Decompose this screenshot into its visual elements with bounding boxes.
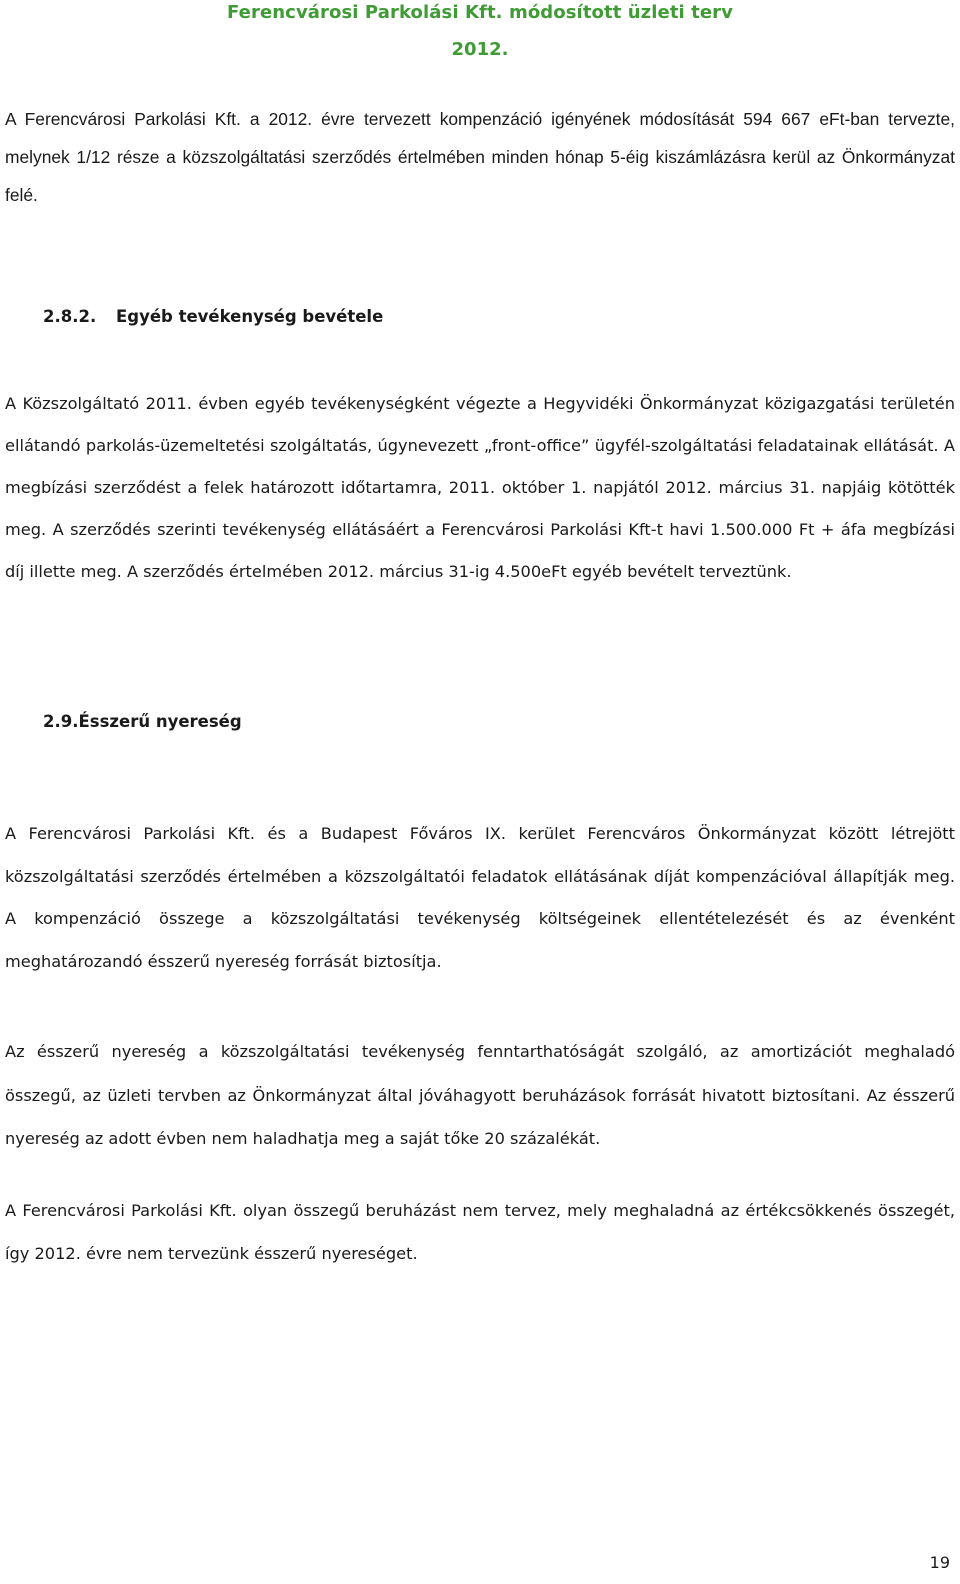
section-title: Ésszerű nyereség (78, 712, 242, 731)
paragraph-other-activity: A Közszolgáltató 2011. évben egyéb tevékenységként végezte a Hegyvidéki Önkormányzat közigazgatási területén ellátandó parkolás-üzemeltetési szolgáltatás, úgynevezett „front-office” ügyfél-szolgáltatási feladatainak ellátását. A megbízási szerződést a felek határozott időtartamra, 2011. október 1. napjától 2012. március 31. napjáig kötötték meg. A szerződés szerinti tevékenység ellátásáért a Ferencvárosi Parkolási Kft-t havi 1.500.000 Ft + áfa megbízási díj illette meg. A szerződés értelmében 2012. március 31-ig 4.500eFt egyéb bevételt terveztünk. (5, 394, 955, 581)
section-number: 2.8.2. (43, 307, 97, 326)
header-year: 2012. (451, 39, 509, 60)
section-heading-2-9 (43, 712, 242, 731)
paragraph-compensation: A Ferencvárosi Parkolási Kft. a 2012. évre tervezett kompenzáció igényének módosítását 594 667 eFt-ban tervezte, melynek 1/12 része a közszolgáltatási szerződés értelmében minden hónap 5-éig kiszámlázásra kerül az Önkormányzat felé. (5, 109, 955, 205)
paragraph-reasonable-profit-intro: A Ferencvárosi Parkolási Kft. és a Budapest Főváros IX. kerület Ferencváros Önkormányzat között létrejött közszolgáltatási szerződés értelmében a közszolgáltatói feladatok ellátásának díját kompenzációval állapítják meg. A kompenzáció összege a közszolgáltatási tevékenység költségeinek ellentételezését és az évenként meghatározandó ésszerű nyereség forrását biztosítja. (5, 824, 955, 971)
paragraph-reasonable-profit-definition: Az ésszerű nyereség a közszolgáltatási tevékenység fenntarthatóságát szolgáló, az amortizációt meghaladó összegű, az üzleti tervben az Önkormányzat által jóváhagyott beruházások forrását hivatott biztosítani. Az ésszerű nyereség az adott évben nem haladhatja meg a saját tőke 20 százalékát. (5, 1042, 955, 1148)
header-title: Ferencvárosi Parkolási Kft. módosított üzleti terv (227, 2, 733, 23)
page-number: 19 (929, 1553, 950, 1572)
section-heading-2-8-2 (43, 307, 383, 326)
paragraph-no-profit-planned: A Ferencvárosi Parkolási Kft. olyan összegű beruházást nem tervez, mely meghaladná az értékcsökkenés összegét, így 2012. évre nem tervezünk ésszerű nyereséget. (5, 1201, 955, 1263)
section-title: Egyéb tevékenység bevétele (116, 307, 384, 326)
section-number: 2.9. (43, 712, 79, 731)
